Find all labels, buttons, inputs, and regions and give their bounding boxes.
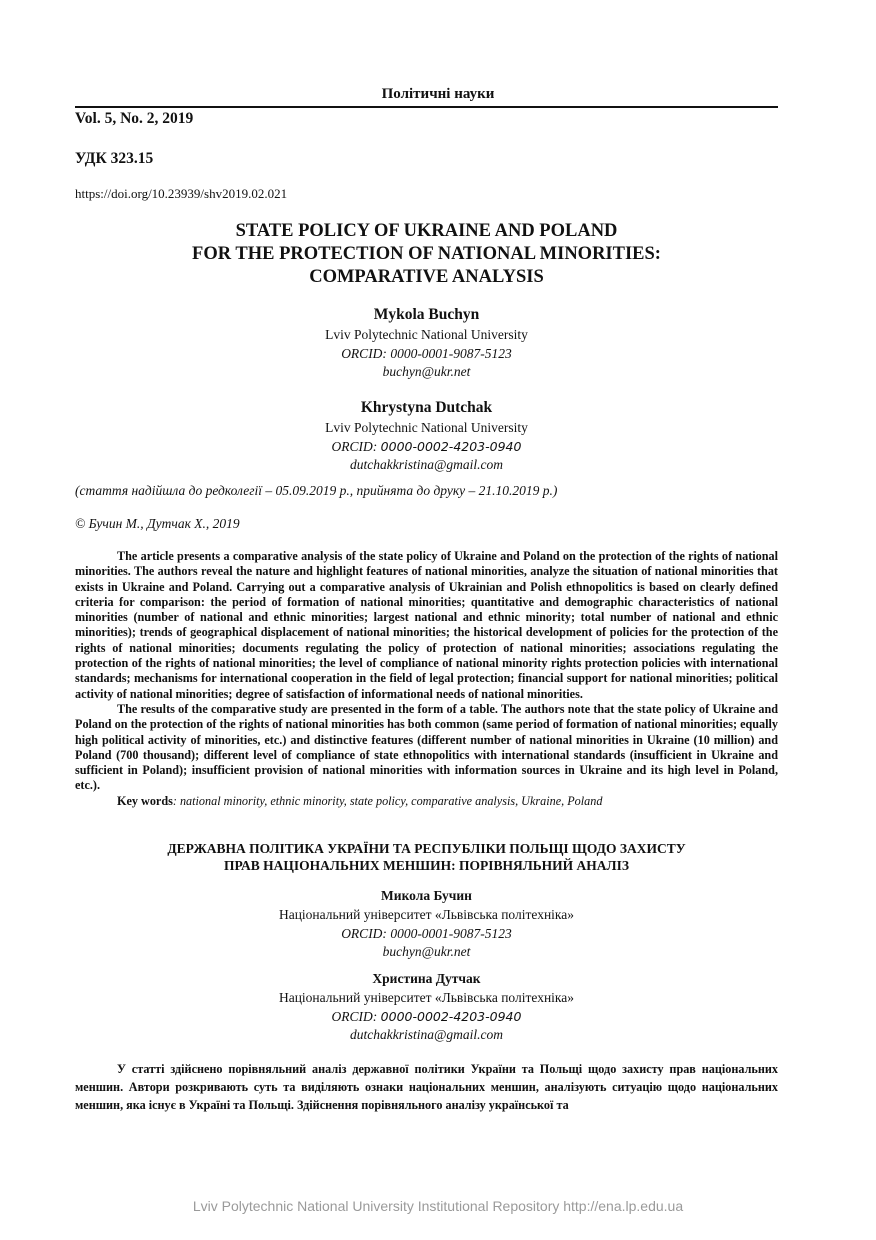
author-email[interactable]: buchyn@ukr.net	[382, 944, 471, 959]
doi-link[interactable]: https://doi.org/10.23939/shv2019.02.021	[75, 186, 288, 201]
abstract-uk	[75, 1060, 778, 1114]
author-name: Mykola Buchyn	[373, 306, 480, 323]
author-orcid[interactable]: ORCID: 0000-0001-9087-5123	[341, 925, 512, 941]
header-rule	[75, 106, 778, 108]
author-name: Khrystyna Dutchak	[360, 399, 493, 416]
copyright-notice: © Бучин М., Дутчак Х., 2019	[75, 516, 240, 531]
journal-section-heading: Політичні науки	[381, 86, 495, 102]
author-block-uk-1	[75, 886, 778, 962]
title-line: ПРАВ НАЦІОНАЛЬНИХ МЕНШИН: ПОРІВНЯЛЬНИЙ АНАЛІЗ	[223, 858, 629, 873]
author-name: Христина Дутчак	[372, 971, 481, 986]
author-email[interactable]: dutchakkristina@gmail.com	[349, 457, 504, 472]
title-line: ДЕРЖАВНА ПОЛІТИКА УКРАЇНИ ТА РЕСПУБЛІКИ ПОЛЬЩІ ЩОДО ЗАХИСТУ	[167, 841, 686, 856]
article-title-uk	[75, 840, 778, 874]
author-orcid[interactable]: ORCID: 0000-0001-9087-5123	[341, 345, 512, 361]
volume-label: Vol. 5, No. 2, 2019	[75, 110, 194, 127]
author-affiliation: Національний університет «Львівська політехніка»	[278, 990, 575, 1005]
abstract-paragraph: У статті здійснено порівняльний аналіз державної політики України та Польщі щодо захисту прав національних меншин. Автори розкривають суть та виділяють ознаки національних меншин, аналізують ситуацію щодо національних меншин, яка існує в Україні та Польщі. Здійснення порівняльного аналізу української та	[75, 1062, 778, 1112]
author-block-uk-2	[75, 969, 778, 1045]
author-email[interactable]: buchyn@ukr.net	[382, 364, 471, 379]
repository-footer[interactable]: Lviv Polytechnic National University Institutional Repository http://ena.lp.edu.ua	[192, 1198, 684, 1214]
abstract-paragraph: The article presents a comparative analysis of the state policy of Ukraine and Poland on the protection of the rights of national minorities. The authors reveal the nature and highlight features of national minorities, analyze the situation of national minorities that exists in Ukraine and Poland. Carrying out a comparative analysis of Ukrainian and Polish ethnopolitics is based on clearly defined criteria for comparison: the period of formation of national minorities; quantitative and demographic characteristics of national minorities (number of national and ethnic minorities; largest national and ethnic minority; total number of national and ethnic minorities); trends of geographical displacement of national minorities; the historical development of policies for the protection of the rights of national minorities; documents regulating the policy of protection of national minorities; associations regulating the protection of the rights of national minorities; the level of compliance of national minority rights protection policies with international standards; mechanisms for international cooperation in the field of legal protection; financial support for national minorities; political activity of national minorities; degree of satisfaction of informational needs of national minorities.	[75, 549, 778, 701]
title-line: STATE POLICY OF UKRAINE AND POLAND	[235, 221, 618, 241]
abstract-paragraph: The results of the comparative study are presented in the form of a table. The authors note that the state policy of Ukraine and Poland on the protection of the rights of national minorities has both common (same period of formation of national minorities; equally high political activity of minorities, etc.) and distinctive features (different number of national minorities in Ukraine (10 million) and Poland (700 thousand); different level of compliance of state ethnopolitics with international standards (insufficient in Ukraine and sufficient in Poland); insufficient provision of national minorities with information sources in Ukraine and its high level in Poland, etc.).	[75, 701, 778, 793]
article-title	[75, 220, 778, 289]
author-block-en-2	[75, 397, 778, 475]
author-email[interactable]: dutchakkristina@gmail.com	[349, 1027, 504, 1042]
author-block-en-1	[75, 304, 778, 382]
author-name: Микола Бучин	[381, 888, 472, 903]
title-line: COMPARATIVE ANALYSIS	[309, 267, 544, 287]
author-orcid[interactable]: ORCID: 0000-0002-4203-0940	[331, 1008, 522, 1024]
author-affiliation: Lviv Polytechnic National University	[325, 420, 528, 435]
author-orcid[interactable]: ORCID: 0000-0002-4203-0940	[331, 438, 522, 454]
abstract-en	[75, 549, 778, 809]
title-line: FOR THE PROTECTION OF NATIONAL MINORITIES:	[192, 244, 661, 264]
udk-code: УДК 323.15	[75, 150, 154, 167]
author-affiliation: Lviv Polytechnic National University	[325, 327, 528, 342]
keywords-line: Key words: national minority, ethnic minority, state policy, comparative analysis, Ukraine, Poland	[117, 793, 603, 808]
author-affiliation: Національний університет «Львівська політехніка»	[278, 907, 575, 922]
received-dates: (стаття надійшла до редколегії – 05.09.2019 р., прийнята до друку – 21.10.2019 р.)	[75, 483, 558, 498]
